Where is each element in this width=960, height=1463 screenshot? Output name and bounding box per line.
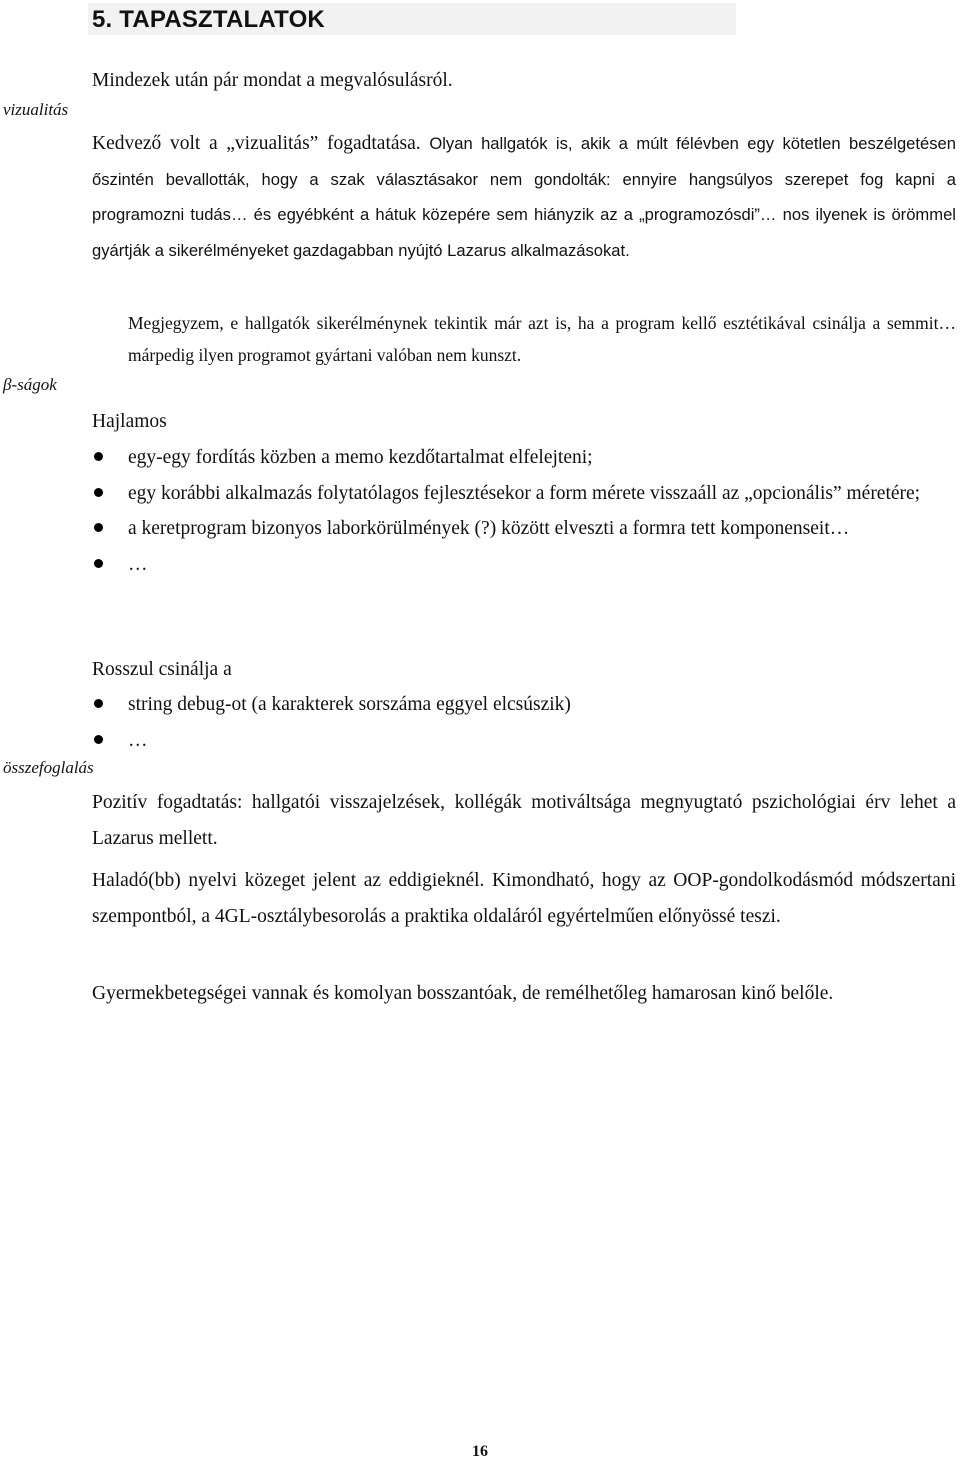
- margin-note-b-sagok: β-ságok: [3, 375, 57, 394]
- list-item: [92, 687, 956, 723]
- page-number: 16: [472, 1443, 488, 1460]
- vizualitas-lead: Kedvező volt a „vizualitás” fogadtatása.: [92, 133, 421, 154]
- rosszul-label: Rosszul csinálja a: [92, 659, 232, 680]
- vizualitas-paragraph: [92, 126, 956, 268]
- bullet-icon: [94, 523, 103, 532]
- section-heading: 5. TAPASZTALATOK: [92, 6, 325, 33]
- hajlamos-list: [92, 440, 956, 582]
- bullet-icon: [94, 452, 103, 461]
- list-item-text: egy-egy fordítás közben a memo kezdőtartalmat elfelejteni;: [128, 447, 593, 468]
- vizualitas-rest: Olyan hallgatók is, akik a múlt félévben egy kötetlen beszélgetésen őszintén bevallották, hogy a szak választásakor nem gondolták: ennyire hangsúlyos szerepet fog kapni a programozni tudás… és egyébként a hátuk közepére sem hiányzik az a „programozósdi”… nos ilyenek is örömmel gyártják a sikerélményeket gazdagabban nyújtó Lazarus alkalmazásokat.: [92, 134, 956, 260]
- bullet-icon: [94, 699, 103, 708]
- list-item: [92, 440, 956, 476]
- list-item-text: string debug-ot (a karakterek sorszáma eggyel elcsúszik): [128, 694, 571, 715]
- list-item-text: …: [128, 729, 148, 751]
- bullet-icon: [94, 559, 103, 568]
- list-item: [92, 511, 956, 547]
- margin-note-osszefoglalas: összefoglalás: [3, 758, 94, 777]
- summary-paragraph-1: Pozitív fogadtatás: hallgatói visszajelzések, kollégák motiváltsága megnyugtató pszichológiai érv lehet a Lazarus mellett.: [92, 792, 956, 849]
- intro-paragraph: Mindezek után pár mondat a megvalósulásról.: [92, 70, 453, 91]
- summary-paragraph-3: Gyermekbetegségei vannak és komolyan bosszantóak, de remélhetőleg hamarosan kinő belőle.: [92, 983, 834, 1004]
- bullet-icon: [94, 735, 103, 744]
- summary-paragraph-2: Haladó(bb) nyelvi közeget jelent az eddigieknél. Kimondható, hogy az OOP-gondolkodásmód módszertani szempontból, a 4GL-osztálybesorolás a praktika oldaláról egyértelműen előnyössé teszi.: [92, 870, 956, 927]
- list-item-text: a keretprogram bizonyos laborkörülmények (?) között elveszti a formra tett komponenseit…: [128, 518, 850, 540]
- list-item: [92, 723, 956, 759]
- list-item: [92, 476, 956, 512]
- note-paragraph: Megjegyzem, e hallgatók sikerélménynek tekintik már azt is, ha a program kellő esztétikával csinálja a semmit… márpedig ilyen programot gyártani valóban nem kunszt.: [128, 313, 956, 365]
- margin-note-vizualitas: vizualitás: [3, 100, 69, 119]
- rosszul-list: [92, 687, 956, 758]
- list-item: [92, 547, 956, 583]
- bullet-icon: [94, 488, 103, 497]
- hajlamos-label: Hajlamos: [92, 411, 167, 432]
- list-item-text: …: [128, 553, 148, 575]
- list-item-text: egy korábbi alkalmazás folytatólagos fejlesztésekor a form mérete visszaáll az „opcionális” méretére;: [128, 482, 921, 504]
